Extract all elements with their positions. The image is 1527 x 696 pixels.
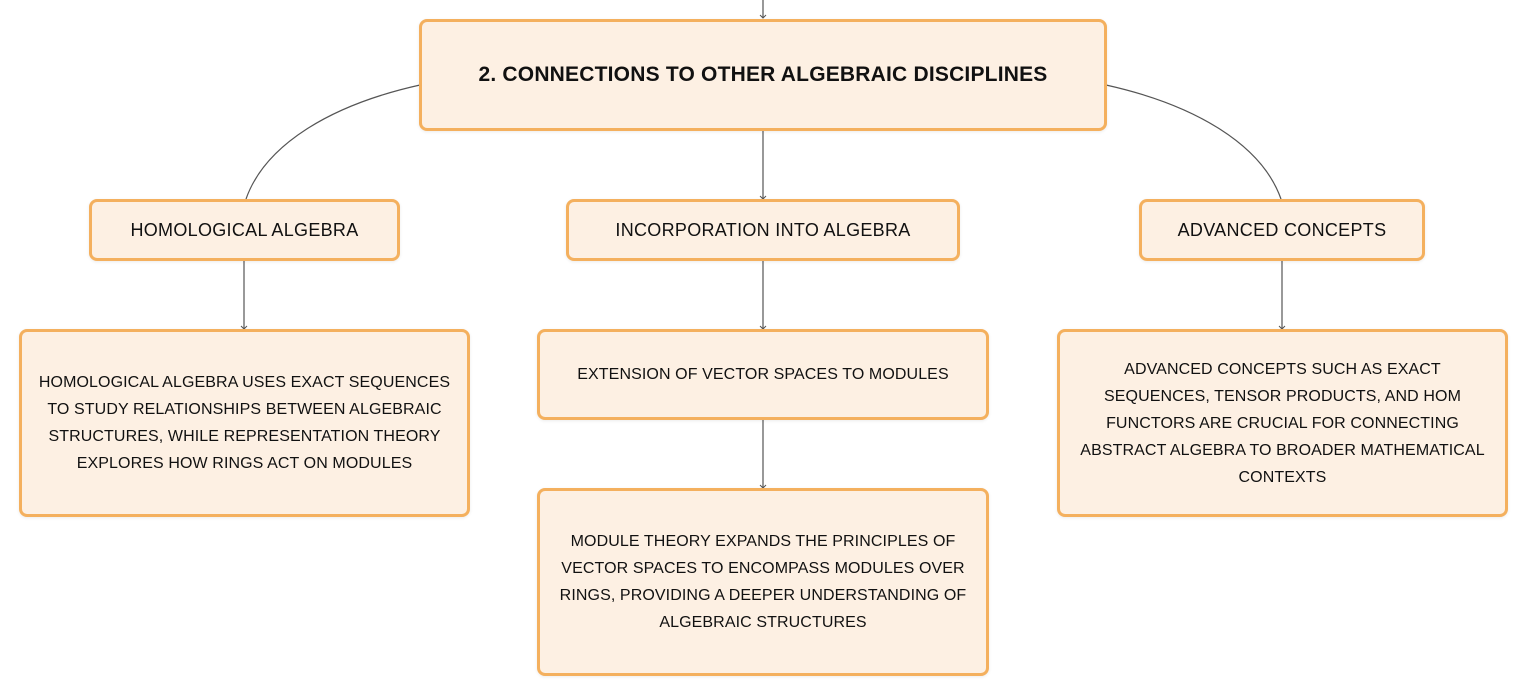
detail-node-extension-of-vector-spaces[interactable] [537,329,989,420]
branch-node-label: ADVANCED CONCEPTS [1177,219,1387,240]
detail-node-advanced-concepts[interactable] [1057,329,1508,517]
connector-root-to-homological [246,85,420,199]
detail-node-text: EXTENSION OF VECTOR SPACES TO MODULES [577,366,949,383]
branch-node-label: HOMOLOGICAL ALGEBRA [130,219,359,240]
root-node[interactable] [419,19,1107,131]
detail-node-text: MODULE THEORY EXPANDS THE PRINCIPLES OF VECTOR SPACES TO ENCOMPASS MODULES OVER RINGS, PROVIDING A DEEPER UNDERSTANDING OF ALGEBRAIC STRUCTURES [559,533,967,631]
connector-root-to-advanced [1106,85,1281,199]
detail-node-text: HOMOLOGICAL ALGEBRA USES EXACT SEQUENCES TO STUDY RELATIONSHIPS BETWEEN ALGEBRAIC STRUCTURES, WHILE REPRESENTATION THEORY EXPLORES HOW RINGS ACT ON MODULES [38,374,451,472]
branch-node-label: INCORPORATION INTO ALGEBRA [615,219,911,240]
root-node-label: 2. CONNECTIONS TO OTHER ALGEBRAIC DISCIPLINES [478,63,1048,86]
detail-node-homological-algebra[interactable] [19,329,470,517]
branch-node-incorporation-into-algebra[interactable] [566,199,960,261]
branch-node-homological-algebra[interactable] [89,199,400,261]
detail-node-text: ADVANCED CONCEPTS SUCH AS EXACT SEQUENCES, TENSOR PRODUCTS, AND HOM FUNCTORS ARE CRUCIAL FOR CONNECTING ABSTRACT ALGEBRA TO BROADER MATHEMATICAL CONTEXTS [1080,360,1485,486]
branch-node-advanced-concepts[interactable] [1139,199,1425,261]
detail-node-module-theory[interactable] [537,488,989,676]
